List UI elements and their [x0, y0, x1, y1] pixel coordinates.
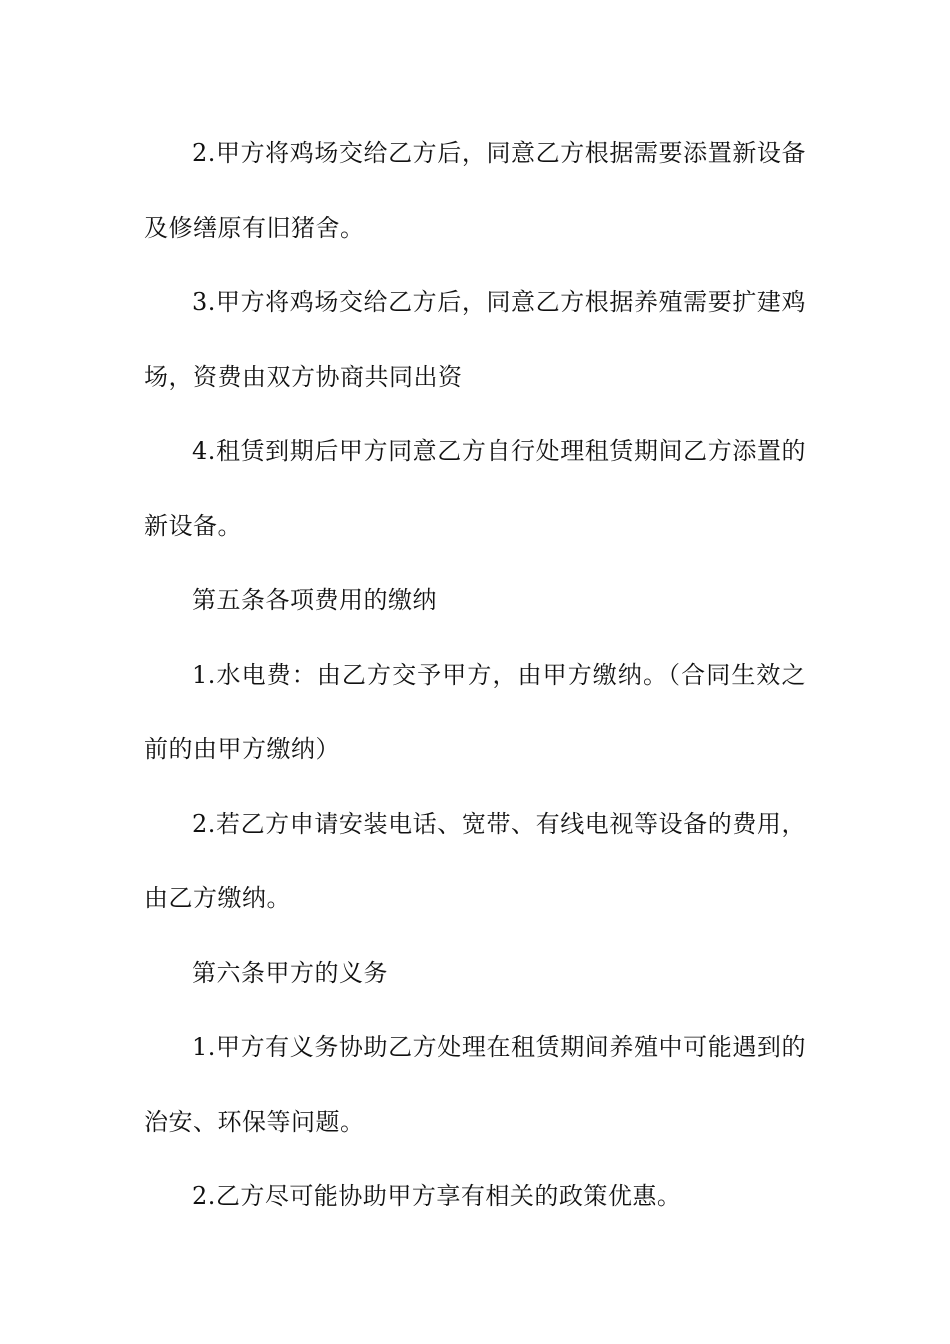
clause-5-heading: 第五条各项费用的缴纳: [192, 586, 437, 614]
clause-4-item-3: 3.甲方将鸡场交给乙方后，同意乙方根据养殖需要扩建鸡场，资费由双方协商共同出资: [144, 288, 806, 391]
clause-5-item-2: 2.若乙方申请安装电话、宽带、有线电视等设备的费用，由乙方缴纳。: [144, 809, 806, 912]
clause-4-item-4: 4.租赁到期后甲方同意乙方自行处理租赁期间乙方添置的新设备。: [144, 437, 806, 540]
clause-6-item-2: 2.乙方尽可能协助甲方享有相关的政策优惠。: [192, 1182, 682, 1210]
clause-6-heading: 第六条甲方的义务: [192, 958, 388, 987]
clause-6-item-1: 1.甲方有义务协助乙方处理在租赁期间养殖中可能遇到的治安、环保等问题。: [144, 1033, 806, 1136]
clause-5-item-1: 1.水电费：由乙方交予甲方，由甲方缴纳。（合同生效之前的由甲方缴纳）: [144, 660, 806, 763]
clause-4-item-2: 2.甲方将鸡场交给乙方后，同意乙方根据需要添置新设备及修缮原有旧猪舍。: [144, 139, 806, 242]
